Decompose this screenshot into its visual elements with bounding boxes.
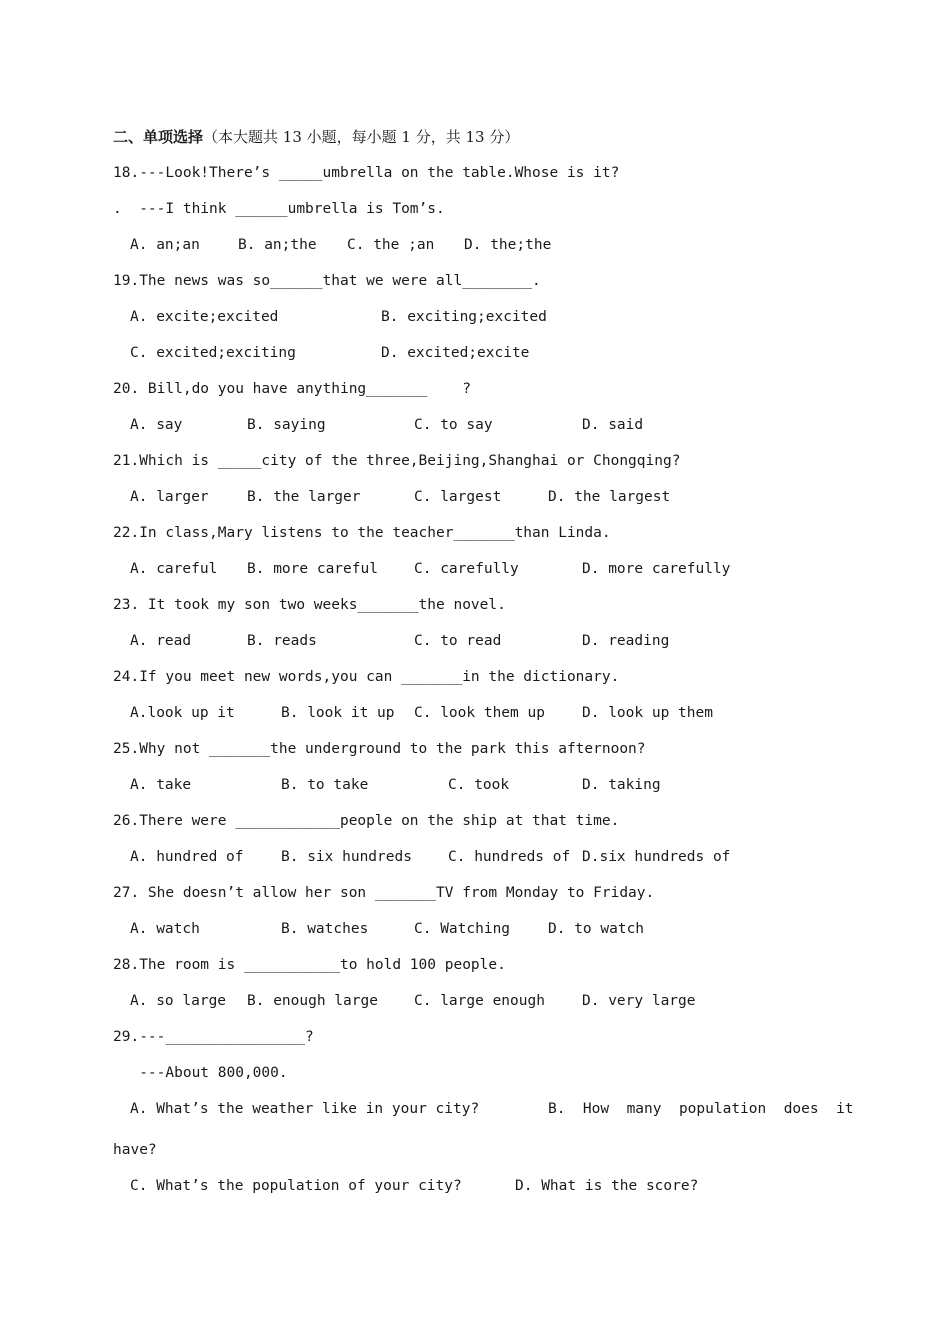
section-heading xyxy=(113,127,519,147)
question-26-option-a: A. hundred of xyxy=(130,849,244,865)
question-25-option-b: B. to take xyxy=(281,777,369,793)
question-18-option-b: B. an;the xyxy=(238,237,317,253)
question-24-option-a: A.look up it xyxy=(130,705,235,721)
question-20-option-d: D. said xyxy=(582,417,644,433)
question-25-option-d: D. taking xyxy=(582,777,661,793)
question-23-option-c: C. to read xyxy=(414,633,502,649)
question-23-option-b: B. reads xyxy=(247,633,317,649)
question-28-option-a: A. so large xyxy=(130,993,227,1009)
question-27-option-b: B. watches xyxy=(281,921,369,937)
question-21-option-b: B. the larger xyxy=(247,489,361,505)
question-18-option-c: C. the ;an xyxy=(347,237,435,253)
question-19-option-a: A. excite;excited xyxy=(130,309,279,325)
question-20-option-b: B. saying xyxy=(247,417,326,433)
question-21-option-d: D. the largest xyxy=(548,489,671,505)
question-23-line-1: 23. It took my son two weeks_______the novel. xyxy=(113,597,506,613)
question-18-line-2: . ---I think ______umbrella is Tom’s. xyxy=(113,201,445,217)
question-28-option-c: C. large enough xyxy=(414,993,545,1009)
question-19-line-1: 19.The news was so______that we were all________. xyxy=(113,273,541,289)
question-29-option-c: C. What’s the population of your city? xyxy=(130,1178,462,1194)
question-29-line-2: ---About 800,000. xyxy=(113,1065,288,1081)
question-22-option-d: D. more carefully xyxy=(582,561,731,577)
question-25-option-a: A. take xyxy=(130,777,192,793)
question-22-option-a: A. careful xyxy=(130,561,218,577)
question-22-option-b: B. more careful xyxy=(247,561,378,577)
question-24-line-1: 24.If you meet new words,you can _______in the dictionary. xyxy=(113,669,620,685)
question-26-option-b: B. six hundreds xyxy=(281,849,412,865)
question-20-option-a: A. say xyxy=(130,417,183,433)
question-21-option-c: C. largest xyxy=(414,489,502,505)
question-20-line-1: 20. Bill,do you have anything_______ ? xyxy=(113,381,471,397)
question-26-option-c: C. hundreds of xyxy=(448,849,571,865)
question-26-option-d: D.six hundreds of xyxy=(582,849,731,865)
section-note: （本大题共 13 小题，每小题 1 分，共 13 分） xyxy=(203,128,520,146)
question-29-option-a: A. What’s the weather like in your city? xyxy=(130,1101,480,1117)
question-19-option-c: C. excited;exciting xyxy=(130,345,296,361)
question-29-line-1: 29.---________________? xyxy=(113,1029,314,1045)
question-22-line-1: 22.In class,Mary listens to the teacher_______than Linda. xyxy=(113,525,611,541)
question-29-option-b-continued: have? xyxy=(113,1142,157,1158)
question-21-line-1: 21.Which is _____city of the three,Beijing,Shanghai or Chongqing? xyxy=(113,453,681,469)
question-27-option-d: D. to watch xyxy=(548,921,645,937)
question-23-option-d: D. reading xyxy=(582,633,670,649)
question-28-option-d: D. very large xyxy=(582,993,696,1009)
question-24-option-c: C. look them up xyxy=(414,705,545,721)
question-27-option-c: C. Watching xyxy=(414,921,511,937)
question-24-option-b: B. look it up xyxy=(281,705,395,721)
question-28-option-b: B. enough large xyxy=(247,993,378,1009)
question-29-option-b: B. How many population does it xyxy=(548,1101,854,1117)
question-27-line-1: 27. She doesn’t allow her son _______TV from Monday to Friday. xyxy=(113,885,655,901)
question-18-option-a: A. an;an xyxy=(130,237,200,253)
question-22-option-c: C. carefully xyxy=(414,561,519,577)
question-18-option-d: D. the;the xyxy=(464,237,552,253)
question-21-option-a: A. larger xyxy=(130,489,209,505)
question-29-option-d: D. What is the score? xyxy=(515,1178,699,1194)
question-18-line-1: 18.---Look!There’s _____umbrella on the table.Whose is it? xyxy=(113,165,620,181)
question-20-option-c: C. to say xyxy=(414,417,493,433)
question-19-option-d: D. excited;excite xyxy=(381,345,530,361)
section-title: 二、单项选择 xyxy=(113,128,204,146)
question-25-option-c: C. took xyxy=(448,777,510,793)
question-27-option-a: A. watch xyxy=(130,921,200,937)
question-24-option-d: D. look up them xyxy=(582,705,713,721)
question-23-option-a: A. read xyxy=(130,633,192,649)
question-28-line-1: 28.The room is ___________to hold 100 people. xyxy=(113,957,506,973)
question-19-option-b: B. exciting;excited xyxy=(381,309,547,325)
question-25-line-1: 25.Why not _______the underground to the park this afternoon? xyxy=(113,741,646,757)
question-26-line-1: 26.There were ____________people on the ship at that time. xyxy=(113,813,620,829)
